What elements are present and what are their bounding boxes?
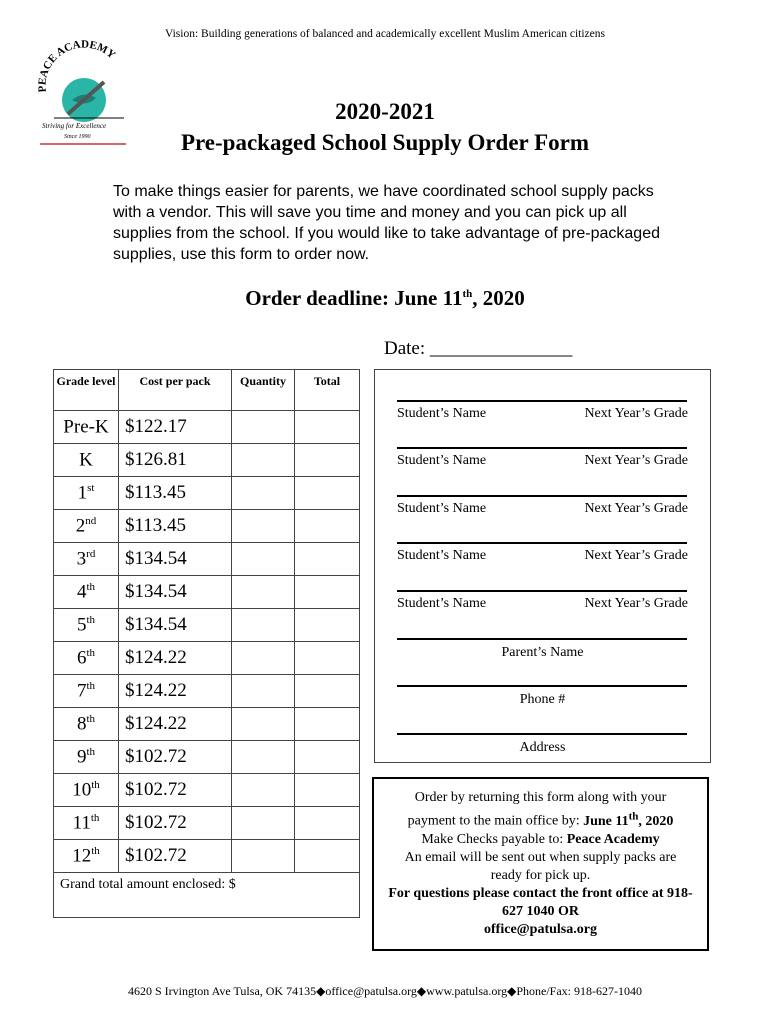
order-line-4: An email will be sent out when supply packs are ready for pick up. [404,849,677,883]
office-email: office@patulsa.org [484,921,597,937]
order-line-2: payment to the main office by: June 11th, 2020 [407,810,674,829]
page-title: Pre-packaged School Supply Order Form [180,130,590,155]
student-name-label: Student’s Name [397,406,487,421]
total-cell[interactable] [295,444,360,477]
cost-cell: $134.54 [119,543,232,576]
total-cell[interactable] [295,807,360,840]
table-row [54,807,360,840]
total-cell[interactable] [295,411,360,444]
order-line-5: For questions please contact the front office at 918-627 1040 OR [388,885,693,919]
quantity-cell[interactable] [232,708,295,741]
table-row [54,477,360,510]
table-row [54,642,360,675]
total-cell[interactable] [295,642,360,675]
total-cell[interactable] [295,609,360,642]
student-line[interactable] [397,447,687,449]
date-field[interactable]: Date: _______________ [384,338,573,359]
grade-cell: 12th [54,840,119,873]
parent-name-label: Parent’s Name [501,645,584,660]
total-cell[interactable] [295,840,360,873]
quantity-cell[interactable] [232,774,295,807]
header-total: Total [295,370,360,411]
quantity-cell[interactable] [232,807,295,840]
quantity-cell[interactable] [232,840,295,873]
phone-line[interactable] [397,685,687,687]
grade-cell: 11th [54,807,119,840]
parent-line[interactable] [397,638,687,640]
next-grade-label: Next Year’s Grade [584,406,688,421]
quantity-cell[interactable] [232,675,295,708]
address-label: Address [519,740,566,755]
cost-cell: $113.45 [119,477,232,510]
student-line[interactable] [397,590,687,592]
grade-cell: 5th [54,609,119,642]
total-cell[interactable] [295,708,360,741]
total-cell[interactable] [295,741,360,774]
title-year: 2020-2021 [335,99,435,124]
total-cell[interactable] [295,477,360,510]
price-table [53,369,360,918]
cost-cell: $134.54 [119,609,232,642]
student-name-label: Student’s Name [397,453,487,468]
cost-cell: $124.22 [119,675,232,708]
table-row [54,576,360,609]
quantity-cell[interactable] [232,642,295,675]
student-line[interactable] [397,495,687,497]
total-cell[interactable] [295,543,360,576]
grade-cell: 3rd [54,543,119,576]
order-line-3: Make Checks payable to: Peace Academy [421,831,660,847]
footer-contact: 4620 S Irvington Ave Tulsa, OK 74135◆office@patulsa.org◆www.patulsa.org◆Phone/Fax: 918-627-1040 [127,984,643,998]
address-line[interactable] [397,733,687,735]
total-cell[interactable] [295,576,360,609]
order-instructions-box [372,777,709,951]
cost-cell: $126.81 [119,444,232,477]
header-grade: Grade level [54,370,119,411]
header-cost: Cost per pack [119,370,232,411]
total-cell[interactable] [295,774,360,807]
cost-cell: $124.22 [119,642,232,675]
order-line-1: Order by returning this form along with your [414,790,667,805]
table-row [54,741,360,774]
student-line[interactable] [397,400,687,402]
cost-cell: $113.45 [119,510,232,543]
quantity-cell[interactable] [232,543,295,576]
table-row [54,543,360,576]
cost-cell: $124.22 [119,708,232,741]
student-info-box [374,369,711,763]
quantity-cell[interactable] [232,510,295,543]
cost-cell: $102.72 [119,741,232,774]
grade-cell: 7th [54,675,119,708]
table-row [54,609,360,642]
quantity-cell[interactable] [232,609,295,642]
quantity-cell[interactable] [232,576,295,609]
next-grade-label: Next Year’s Grade [584,548,688,563]
student-name-label: Student’s Name [397,548,487,563]
quantity-cell[interactable] [232,741,295,774]
grade-cell: K [54,444,119,477]
table-row [54,840,360,873]
order-deadline: Order deadline: June 11th, 2020 [245,286,525,310]
next-grade-label: Next Year’s Grade [584,501,688,516]
table-row [54,510,360,543]
student-line[interactable] [397,542,687,544]
table-row [54,708,360,741]
svg-text:Since 1990: Since 1990 [64,134,91,140]
grade-cell: Pre-K [54,411,119,444]
quantity-cell[interactable] [232,411,295,444]
table-row [54,774,360,807]
grand-total-field[interactable]: Grand total amount enclosed: $ [54,873,360,918]
next-grade-label: Next Year’s Grade [584,453,688,468]
cost-cell: $102.72 [119,774,232,807]
quantity-cell[interactable] [232,477,295,510]
intro-paragraph: To make things easier for parents, we have coordinated school supply packs with a vendor. This will save you time and money and you can pick up all supplies from the school. If you would like to take advantage of pre-packaged supplies, use this form to order now. [113,183,660,263]
grade-cell: 4th [54,576,119,609]
student-name-label: Student’s Name [397,596,487,611]
grade-cell: 2nd [54,510,119,543]
svg-text:PEACE ACADEMY: PEACE ACADEMY [36,40,118,93]
header-quantity: Quantity [232,370,295,411]
svg-text:Striving for Excellence: Striving for Excellence [42,122,107,130]
total-cell[interactable] [295,675,360,708]
total-cell[interactable] [295,510,360,543]
grade-cell: 9th [54,741,119,774]
student-name-label: Student’s Name [397,501,487,516]
grade-cell: 6th [54,642,119,675]
table-row [54,444,360,477]
table-row [54,675,360,708]
cost-cell: $122.17 [119,411,232,444]
cost-cell: $134.54 [119,576,232,609]
grade-cell: 8th [54,708,119,741]
phone-label: Phone # [519,692,566,707]
grade-cell: 1st [54,477,119,510]
next-grade-label: Next Year’s Grade [584,596,688,611]
quantity-cell[interactable] [232,444,295,477]
grade-cell: 10th [54,774,119,807]
cost-cell: $102.72 [119,840,232,873]
vision-statement: Vision: Building generations of balanced and academically excellent Muslim American citizens [164,28,605,40]
table-row [54,411,360,444]
cost-cell: $102.72 [119,807,232,840]
